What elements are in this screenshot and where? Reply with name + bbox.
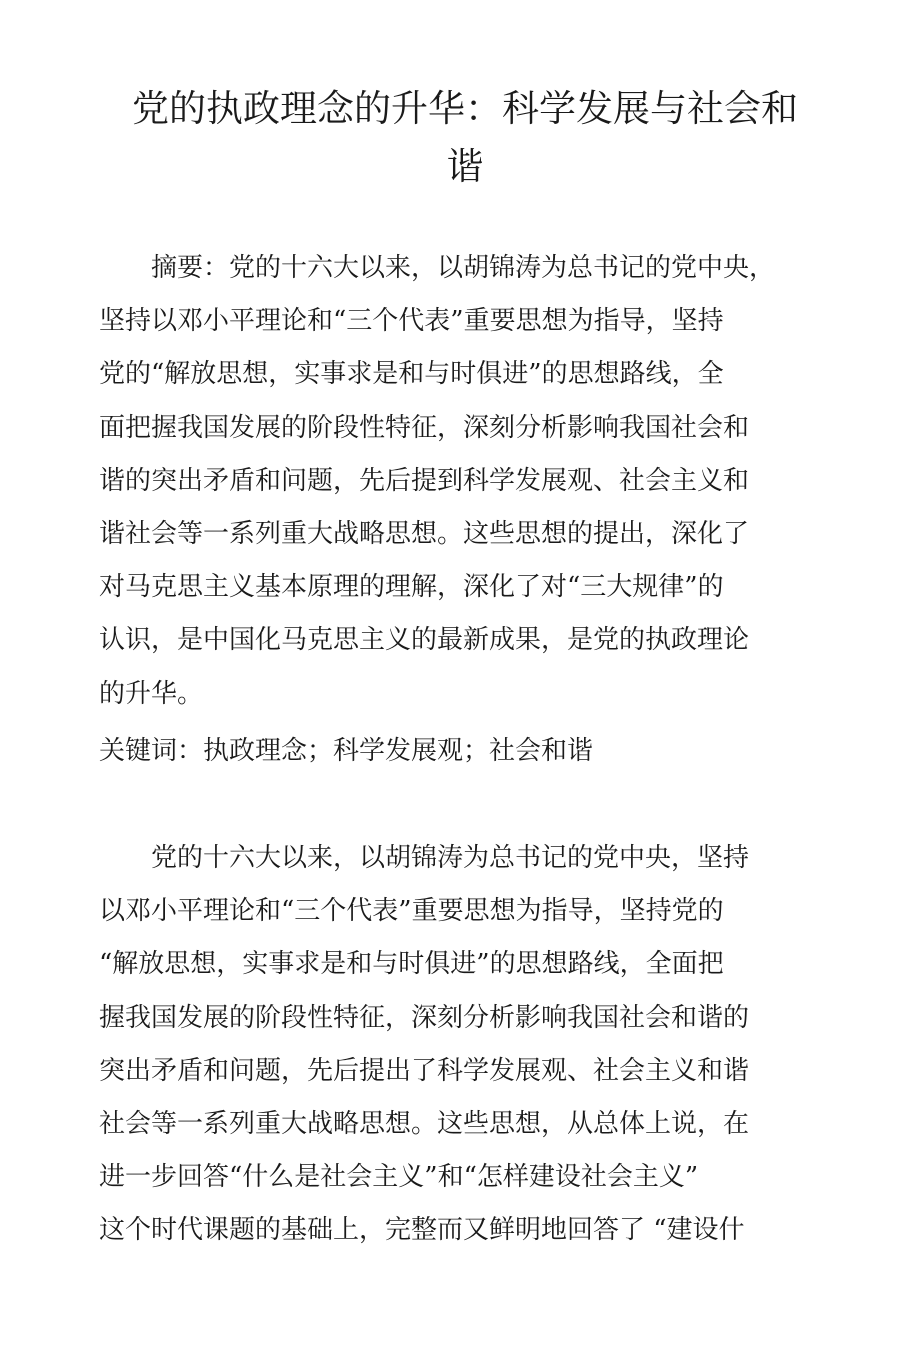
title-line-1: 党的执政理念的升华：科学发展与社会和 <box>132 87 798 130</box>
body-line: 进一步回答“什么是社会主义”和“怎样建设社会主义” <box>99 1162 699 1193</box>
keywords-text: 关键词：执政理念；科学发展观；社会和谐 <box>99 736 594 766</box>
abstract-line: 党的“解放思想，实事求是和与时俱进”的思想路线，全 <box>99 359 724 390</box>
abstract-line: 认识，是中国化马克思主义的最新成果，是党的执政理论 <box>99 625 750 656</box>
abstract-line: 面把握我国发展的阶段性特征，深刻分析影响我国社会和 <box>99 412 750 443</box>
document-title <box>110 80 820 196</box>
body-line: 以邓小平理论和“三个代表”重要思想为指导，坚持党的 <box>99 896 724 927</box>
body-line: 党的十六大以来，以胡锦涛为总书记的党中央，坚持 <box>99 843 750 873</box>
keywords-line <box>99 725 779 778</box>
abstract-line: 谐的突出矛盾和问题，先后提到科学发展观、社会主义和 <box>99 465 750 496</box>
abstract-line: 坚持以邓小平理论和“三个代表”重要思想为指导，坚持 <box>99 306 724 337</box>
body-line: 这个时代课题的基础上，完整而又鲜明地回答了 “建设什 <box>99 1215 745 1246</box>
body-paragraph <box>99 832 779 1258</box>
abstract-line: 的升华。 <box>99 678 204 709</box>
body-line: 握我国发展的阶段性特征，深刻分析影响我国社会和谐的 <box>99 1002 750 1033</box>
abstract-paragraph <box>99 242 779 721</box>
body-line: 社会等一系列重大战略思想。这些思想，从总体上说，在 <box>99 1108 750 1139</box>
body-line: “解放思想，实事求是和与时俱进”的思想路线，全面把 <box>99 949 724 980</box>
abstract-line: 摘要：党的十六大以来，以胡锦涛为总书记的党中央， <box>99 253 776 283</box>
title-line-2: 谐 <box>446 145 484 188</box>
body-line: 突出矛盾和问题，先后提出了科学发展观、社会主义和谐 <box>99 1055 750 1086</box>
abstract-line: 谐社会等一系列重大战略思想。这些思想的提出，深化了 <box>99 518 750 549</box>
abstract-line: 对马克思主义基本原理的理解，深化了对“三大规律”的 <box>99 572 724 603</box>
